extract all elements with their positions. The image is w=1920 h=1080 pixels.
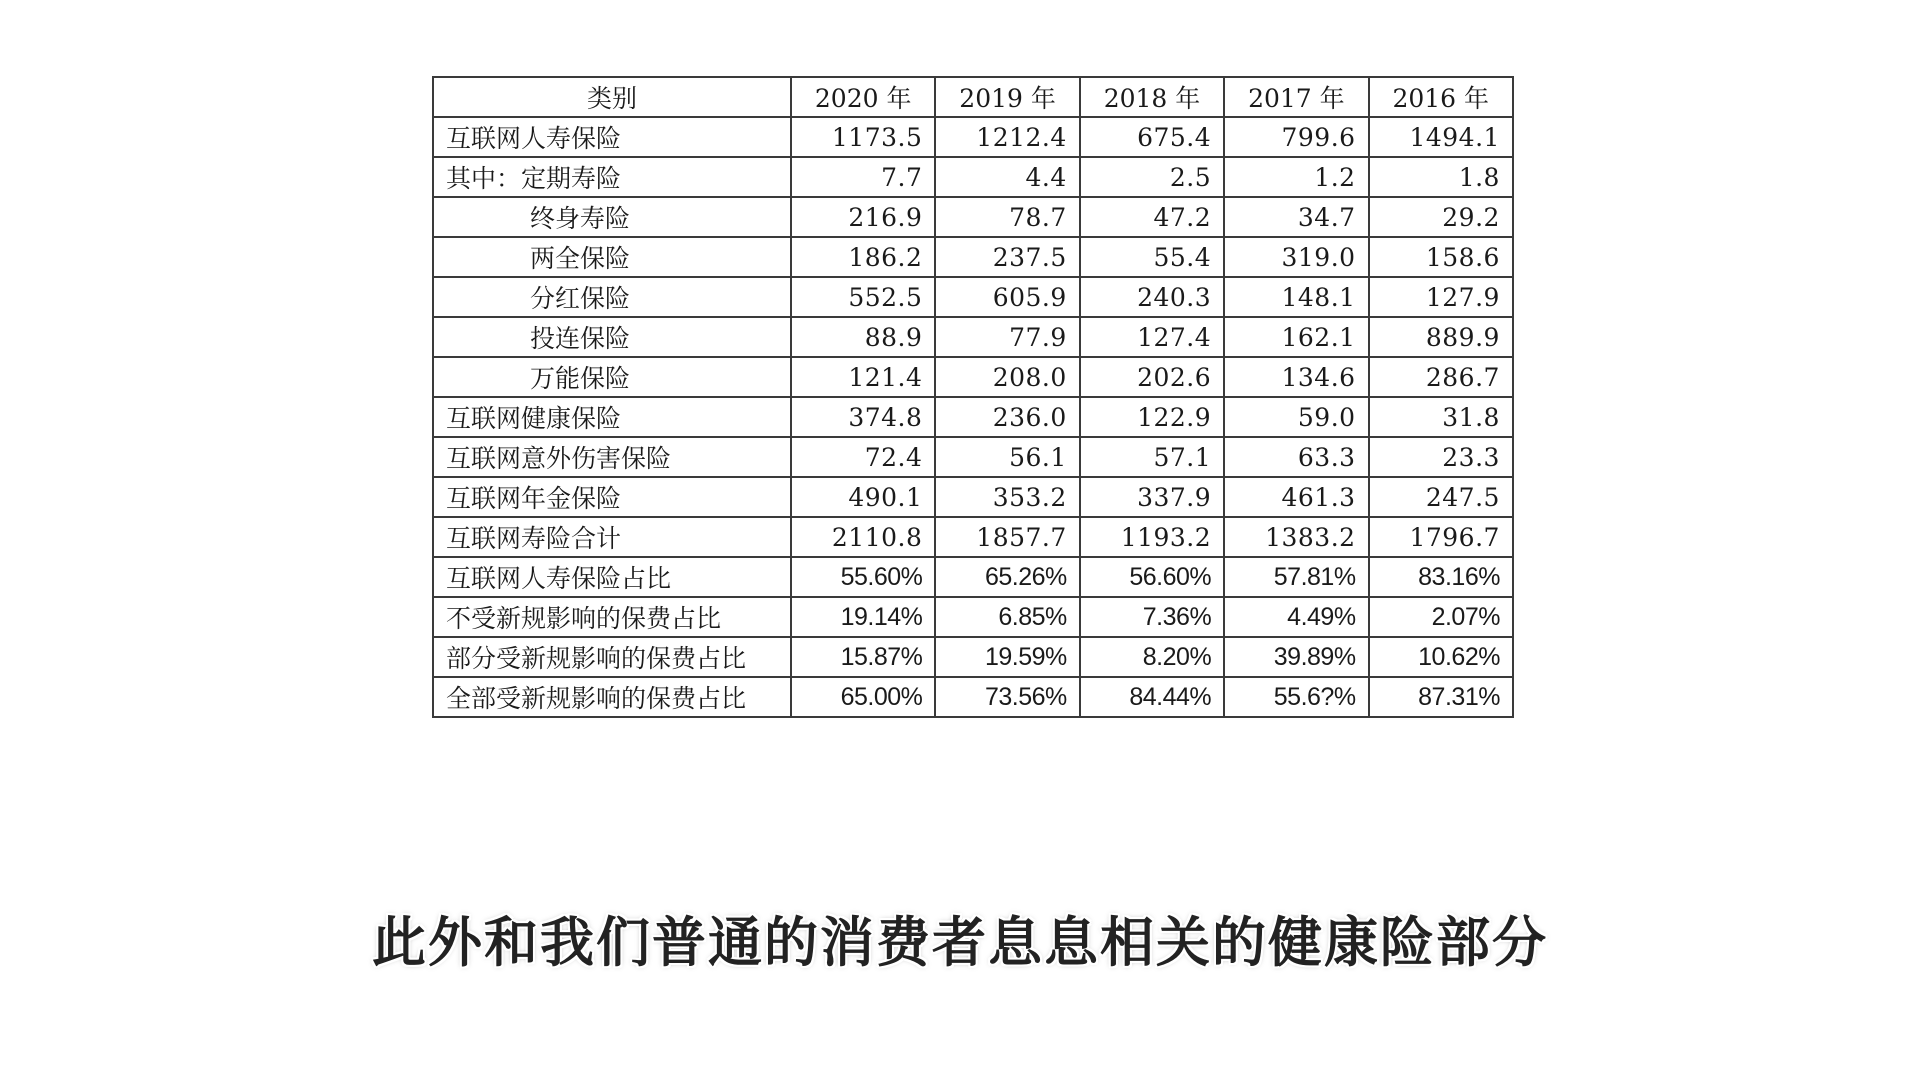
row-value: 2.07% (1369, 597, 1513, 637)
row-value: 39.89% (1224, 637, 1368, 677)
row-value: 1212.4 (935, 117, 1079, 157)
row-value: 4.49% (1224, 597, 1368, 637)
table-row (433, 477, 1513, 517)
row-value: 55.60% (791, 557, 935, 597)
row-value: 148.1 (1224, 277, 1368, 317)
row-category: 部分受新规影响的保费占比 (433, 637, 791, 677)
row-category: 其中：定期寿险 (433, 157, 791, 197)
table-row (433, 237, 1513, 277)
table-row (433, 117, 1513, 157)
row-value: 889.9 (1369, 317, 1513, 357)
row-value: 1494.1 (1369, 117, 1513, 157)
row-category: 终身寿险 (433, 197, 791, 237)
row-value: 65.00% (791, 677, 935, 717)
row-value: 127.4 (1080, 317, 1224, 357)
row-value: 2.5 (1080, 157, 1224, 197)
row-value: 675.4 (1080, 117, 1224, 157)
row-value: 374.8 (791, 397, 935, 437)
row-value: 56.60% (1080, 557, 1224, 597)
row-value: 122.9 (1080, 397, 1224, 437)
row-value: 134.6 (1224, 357, 1368, 397)
row-value: 799.6 (1224, 117, 1368, 157)
row-value: 236.0 (935, 397, 1079, 437)
header-category: 类别 (433, 77, 791, 117)
row-category: 两全保险 (433, 237, 791, 277)
insurance-premium-table (432, 76, 1514, 718)
table-row (433, 677, 1513, 717)
row-value: 19.14% (791, 597, 935, 637)
row-value: 186.2 (791, 237, 935, 277)
row-value: 240.3 (1080, 277, 1224, 317)
row-value: 1173.5 (791, 117, 935, 157)
table-row (433, 557, 1513, 597)
row-value: 237.5 (935, 237, 1079, 277)
row-category: 互联网寿险合计 (433, 517, 791, 557)
row-value: 208.0 (935, 357, 1079, 397)
header-year: 2017 年 (1224, 77, 1368, 117)
row-value: 337.9 (1080, 477, 1224, 517)
row-value: 490.1 (791, 477, 935, 517)
row-value: 1.8 (1369, 157, 1513, 197)
row-value: 121.4 (791, 357, 935, 397)
row-value: 216.9 (791, 197, 935, 237)
header-year: 2018 年 (1080, 77, 1224, 117)
row-value: 202.6 (1080, 357, 1224, 397)
row-category: 互联网人寿保险占比 (433, 557, 791, 597)
table-row (433, 277, 1513, 317)
row-value: 63.3 (1224, 437, 1368, 477)
row-category: 全部受新规影响的保费占比 (433, 677, 791, 717)
row-value: 1857.7 (935, 517, 1079, 557)
row-value: 47.2 (1080, 197, 1224, 237)
row-value: 1796.7 (1369, 517, 1513, 557)
row-value: 73.56% (935, 677, 1079, 717)
header-year: 2016 年 (1369, 77, 1513, 117)
row-value: 34.7 (1224, 197, 1368, 237)
row-value: 84.44% (1080, 677, 1224, 717)
row-value: 461.3 (1224, 477, 1368, 517)
table-body (433, 117, 1513, 717)
row-value: 83.16% (1369, 557, 1513, 597)
row-value: 87.31% (1369, 677, 1513, 717)
row-value: 8.20% (1080, 637, 1224, 677)
row-value: 158.6 (1369, 237, 1513, 277)
table-row (433, 637, 1513, 677)
table-row (433, 597, 1513, 637)
table-row (433, 517, 1513, 557)
row-value: 162.1 (1224, 317, 1368, 357)
row-value: 57.81% (1224, 557, 1368, 597)
row-value: 286.7 (1369, 357, 1513, 397)
row-value: 29.2 (1369, 197, 1513, 237)
row-value: 10.62% (1369, 637, 1513, 677)
row-value: 78.7 (935, 197, 1079, 237)
row-value: 57.1 (1080, 437, 1224, 477)
row-value: 2110.8 (791, 517, 935, 557)
row-value: 1193.2 (1080, 517, 1224, 557)
table-row (433, 157, 1513, 197)
row-value: 23.3 (1369, 437, 1513, 477)
row-value: 319.0 (1224, 237, 1368, 277)
row-category: 互联网人寿保险 (433, 117, 791, 157)
row-value: 605.9 (935, 277, 1079, 317)
row-value: 55.4 (1080, 237, 1224, 277)
row-category: 互联网健康保险 (433, 397, 791, 437)
row-value: 7.7 (791, 157, 935, 197)
row-value: 72.4 (791, 437, 935, 477)
header-year: 2020 年 (791, 77, 935, 117)
table-row (433, 437, 1513, 477)
table-row (433, 317, 1513, 357)
row-value: 552.5 (791, 277, 935, 317)
row-value: 247.5 (1369, 477, 1513, 517)
row-value: 77.9 (935, 317, 1079, 357)
row-value: 4.4 (935, 157, 1079, 197)
row-value: 6.85% (935, 597, 1079, 637)
row-value: 59.0 (1224, 397, 1368, 437)
row-value: 19.59% (935, 637, 1079, 677)
row-category: 万能保险 (433, 357, 791, 397)
video-subtitle: 此外和我们普通的消费者息息相关的健康险部分 (372, 911, 1548, 974)
row-value: 127.9 (1369, 277, 1513, 317)
table-image (432, 76, 1512, 718)
header-year: 2019 年 (935, 77, 1079, 117)
row-value: 7.36% (1080, 597, 1224, 637)
row-value: 31.8 (1369, 397, 1513, 437)
table-header-row (433, 77, 1513, 117)
table-row (433, 197, 1513, 237)
row-value: 1383.2 (1224, 517, 1368, 557)
row-value: 56.1 (935, 437, 1079, 477)
row-value: 88.9 (791, 317, 935, 357)
row-value: 15.87% (791, 637, 935, 677)
row-category: 投连保险 (433, 317, 791, 357)
row-value: 55.6?% (1224, 677, 1368, 717)
row-category: 不受新规影响的保费占比 (433, 597, 791, 637)
row-category: 互联网年金保险 (433, 477, 791, 517)
row-value: 65.26% (935, 557, 1079, 597)
table-row (433, 357, 1513, 397)
row-value: 1.2 (1224, 157, 1368, 197)
table-row (433, 397, 1513, 437)
row-category: 互联网意外伤害保险 (433, 437, 791, 477)
row-value: 353.2 (935, 477, 1079, 517)
row-category: 分红保险 (433, 277, 791, 317)
